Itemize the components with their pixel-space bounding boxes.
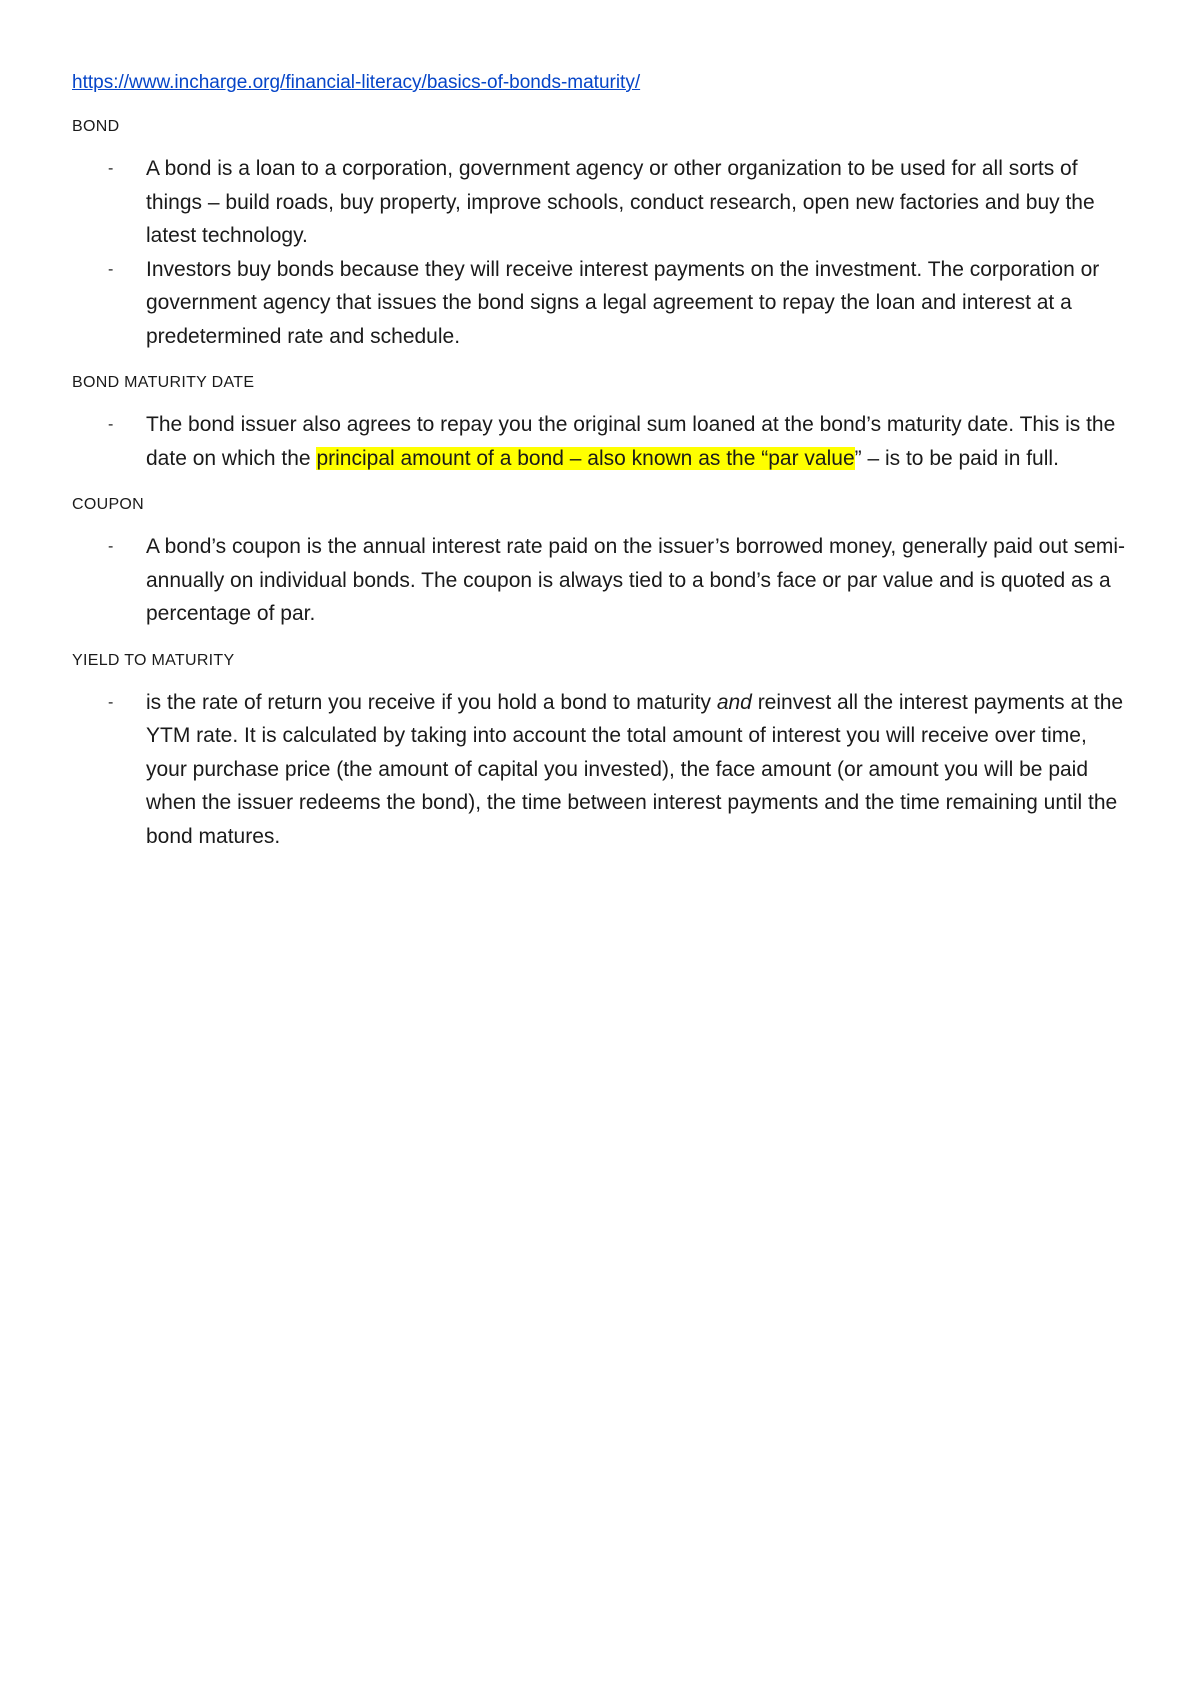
bullet-text: A bond is a loan to a corporation, government agency or other organization to be used for all sorts of things – build roads, buy property, improve schools, conduct research, open new factories and buy the latest technology. — [146, 157, 1095, 247]
highlighted-text: principal amount of a bond – also known as the “par value — [316, 446, 855, 470]
list-item — [72, 686, 1132, 854]
bullet-text: A bond’s coupon is the annual interest rate paid on the issuer’s borrowed money, generally paid out semi-annually on individual bonds. The coupon is always tied to a bond’s face or par value and is quoted as a percentage of par. — [146, 535, 1126, 625]
section-heading-bond: BOND — [72, 118, 120, 135]
maturity-bullet-list — [72, 408, 1132, 475]
bullet-text: Investors buy bonds because they will receive interest payments on the investment. The corporation or government agency that issues the bond signs a legal agreement to repay the loan and interest at a predetermined rate and schedule. — [146, 257, 1100, 348]
list-item — [72, 253, 1132, 354]
bullet-dash: - — [108, 160, 114, 177]
list-item — [72, 152, 1132, 253]
coupon-bullet-list — [72, 530, 1132, 631]
ytm-bullet-list — [72, 686, 1132, 854]
section-heading-ytm: YIELD TO MATURITY — [72, 651, 235, 669]
emphasized-text: and — [716, 690, 752, 714]
section-heading-maturity: BOND MATURITY DATE — [72, 374, 255, 391]
bullet-dash: - — [108, 416, 114, 433]
bullet-text: The bond issuer also agrees to repay you the original sum loaned at the bond’s maturity date. This is the date on which the — [146, 413, 1116, 470]
bullet-dash: - — [108, 260, 114, 278]
bullet-dash: - — [108, 538, 114, 555]
source-link[interactable]: https://www.incharge.org/financial-literacy/basics-of-bonds-maturity/ — [72, 72, 641, 93]
document-body — [72, 70, 1132, 853]
bullet-text-tail: reinvest all the interest payments at the YTM rate. It is calculated by taking into account the total amount of interest you will receive over time, your purchase price (the amount of capital you invested), the face amount (or amount you will be paid when the issuer redeems the bond), the time between interest payments and the time remaining until the bond matures. — [146, 690, 1124, 848]
bullet-text-tail: ” – is to be paid in full. — [854, 446, 1059, 470]
list-item — [72, 408, 1132, 475]
section-heading-coupon: COUPON — [72, 496, 145, 513]
bond-bullet-list — [72, 152, 1132, 353]
bullet-dash: - — [108, 693, 114, 711]
bullet-text: is the rate of return you receive if you hold a bond to maturity — [146, 690, 717, 714]
list-item — [72, 530, 1132, 631]
